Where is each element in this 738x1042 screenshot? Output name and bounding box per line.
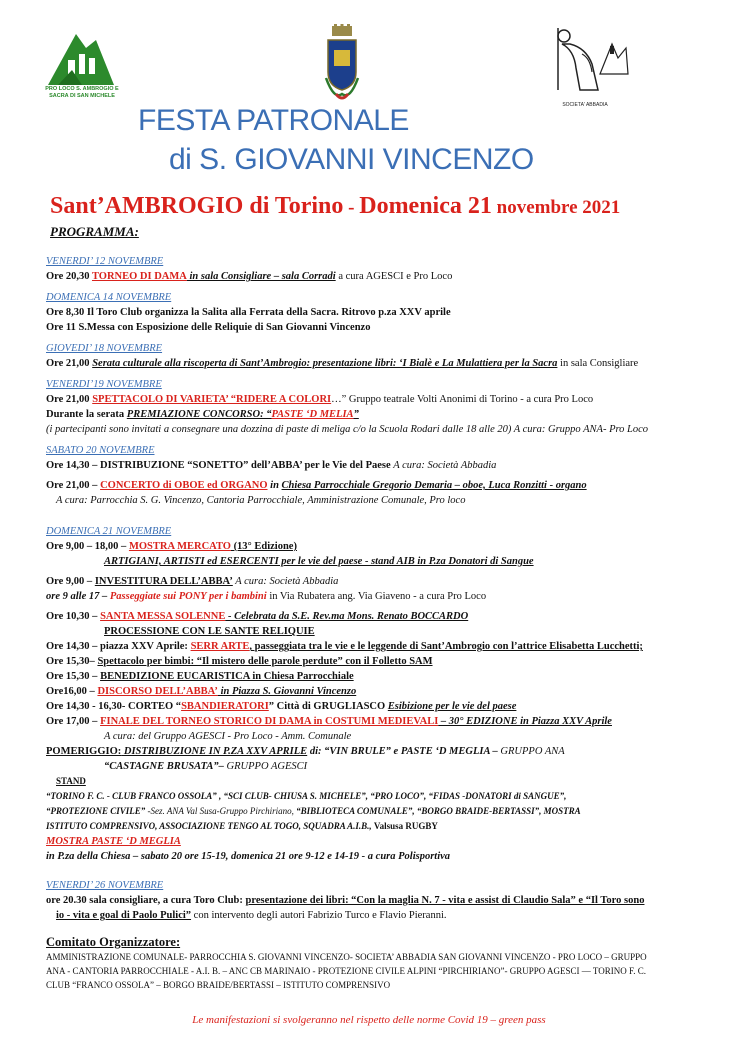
event-line: in P.za della Chiesa – sabato 20 ore 15-19, domenica 21 ore 9-12 e 14-19 - a cura Polisportiva	[46, 851, 451, 862]
stand-line: “PROTEZIONE CIVILE” -Sez. ANA Val Susa-Gruppo Pirchiriano, “BIBLIOTECA COMUNALE”, “BORGO BRAIDE-BERTASSI”, MOSTRA	[46, 806, 581, 816]
event-line: Durante la serata PREMIAZIONE CONCORSO: “PASTE ‘D MELIA”	[46, 409, 359, 420]
event-line: “CASTAGNE BRUSATA”– GRUPPO AGESCI	[104, 761, 308, 772]
day-heading: VENERDI’ 12 NOVEMBRE	[46, 256, 164, 267]
event-line: ARTIGIANI, ARTISTI ed ESERCENTI per le vie del paese - stand AIB in P.za Donatori di Sangue	[104, 556, 534, 567]
societa-abbadia-logo	[540, 24, 630, 114]
event-line: Ore 8,30 Il Toro Club organizza la Salita alla Ferrata della Sacra. Ritrovo p.za XXV aprile	[46, 307, 451, 318]
comitato-line: CLUB “FRANCO OSSOLA” – BORGO BRAIDE/BERTASSI – ISTITUTO COMPRENSIVO	[46, 980, 391, 990]
day-heading: GIOVEDI’ 18 NOVEMBRE	[46, 343, 163, 354]
saint-figure-icon	[540, 24, 630, 102]
pro-loco-caption: PRO LOCO S. AMBROGIO E SACRA DI SAN MICHELE	[45, 86, 119, 99]
event-line: Ore 21,00 – CONCERTO di OBOE ed ORGANO in Chiesa Parrocchiale Gregorio Demaria – oboe, Luca Ronzitti - organo	[46, 480, 587, 491]
event-line: Ore 21,00 SPETTACOLO DI VARIETA’ “RIDERE A COLORI…” Gruppo teatrale Volti Anonimi di Torino - a cura Pro Loco	[46, 394, 594, 405]
title-line2: di S. GIOVANNI VINCENZO	[169, 143, 534, 176]
event-line: A cura: del Gruppo AGESCI - Pro Loco - Amm. Comunale	[104, 731, 352, 742]
day-heading: DOMENICA 21 NOVEMBRE	[46, 526, 172, 537]
subtitle	[50, 193, 620, 220]
stand-line: ISTITUTO COMPRENSIVO, ASSOCIAZIONE TENGO AL TOGO, SQUADRA A.I.B., Valsusa RUGBY	[46, 821, 438, 831]
title-line1: FESTA PATRONALE	[138, 104, 409, 137]
event-line: Ore 9,00 – INVESTITURA DELL’ABBA’ A cura: Società Abbadia	[46, 576, 339, 587]
event-line: ore 9 alle 17 – Passeggiate sui PONY per i bambini in Via Rubatera ang. Via Giaveno - a cura Pro Loco	[46, 591, 487, 602]
event-line: Ore 15,30 – BENEDIZIONE EUCARISTICA in Chiesa Parrocchiale	[46, 671, 354, 682]
comitato-heading: Comitato Organizzatore:	[46, 935, 181, 949]
event-line: Ore 10,30 – SANTA MESSA SOLENNE - Celebrata da S.E. Rev.ma Mons. Renato BOCCARDO	[46, 611, 469, 622]
event-line: Ore 15,30– Spettacolo per bimbi: “Il mistero delle parole perdute” con il Folletto SAM	[46, 656, 433, 667]
subtitle-day: Domenica 21	[359, 193, 492, 219]
event-line: POMERIGGIO: DISTRIBUZIONE IN P.ZA XXV APRILE di: “VIN BRULE” e PASTE ‘D MEGLIA – GRUPPO ANA	[46, 746, 565, 757]
event-line: Ore 9,00 – 18,00 – MOSTRA MERCATO (13° Edizione)	[46, 541, 297, 552]
stand-heading: STAND	[56, 776, 86, 786]
event-line: Ore 14,30 - 16,30- CORTEO “SBANDIERATORI” Città di GRUGLIASCO Esibizione per le vie del paese	[46, 701, 517, 712]
programma-heading: PROGRAMMA:	[50, 224, 139, 239]
day-heading: SABATO 20 NOVEMBRE	[46, 445, 155, 456]
event-line: PROCESSIONE CON LE SANTE RELIQUIE	[104, 626, 315, 637]
event-line: A cura: Parrocchia S. G. Vincenzo, Cantoria Parrocchiale, Amministrazione Comunale, Pro loco	[56, 495, 466, 506]
subtitle-town: Sant’AMBROGIO di Torino	[50, 193, 344, 219]
event-line: Ore 17,00 – FINALE DEL TORNEO STORICO DI DAMA in COSTUMI MEDIEVALI – 30° EDIZIONE in Piazza XXV Aprile	[46, 716, 612, 727]
day-heading: VENERDI’ 26 NOVEMBRE	[46, 880, 164, 891]
mostra-paste-heading: MOSTRA PASTE ‘D MEGLIA	[46, 836, 181, 847]
event-line: Ore 20,30 TORNEO DI DAMA in sala Consigliare – sala Corradi a cura AGESCI e Pro Loco	[46, 271, 453, 282]
abbadia-caption: SOCIETA' ABBADIA	[562, 102, 608, 108]
mountain-icon	[46, 30, 116, 86]
stand-line: “TORINO F. C. - CLUB FRANCO OSSOLA” , “SCI CLUB- CHIUSA S. MICHELE”, “PRO LOCO”, “FIDAS -DONATORI di SANGUE”,	[46, 791, 567, 801]
subtitle-month: novembre 2021	[491, 197, 621, 218]
event-line: ore 20.30 sala consigliare, a cura Toro Club: presentazione dei libri: “Con la maglia N. 7 - vita e assist di Claudio Sala” e “Il Toro sono	[46, 895, 645, 906]
comitato-line: AMMINISTRAZIONE COMUNALE- PARROCCHIA S. GIOVANNI VINCENZO- SOCIETA’ ABBADIA SAN GIOVANNI VINCENZO - PRO LOCO – GRUPPO	[46, 952, 647, 962]
comitato-line: ANA - CANTORIA PARROCCHIALE - A.I. B. – ANC CB MARINAIO - PROTEZIONE CIVILE ALPINI “PIRCHIRIANO”- GRUPPO AGESCI — TORINO F. C.	[46, 966, 646, 976]
day-heading: DOMENICA 14 NOVEMBRE	[46, 292, 172, 303]
pro-loco-logo	[36, 30, 136, 102]
subtitle-sep: -	[343, 197, 360, 218]
event-line: Ore16,00 – DISCORSO DELL’ABBA’ in Piazza S. Giovanni Vincenzo	[46, 686, 357, 697]
town-crest-logo	[322, 24, 362, 106]
event-line: Ore 21,00 Serata culturale alla riscoperta di Sant’Ambrogio: presentazione libri: ‘I Bialè e La Mulattiera per la Sacra in sala Consigliare	[46, 358, 639, 369]
event-line: Ore 11 S.Messa con Esposizione delle Reliquie di San Giovanni Vincenzo	[46, 322, 371, 333]
event-line: Ore 14,30 – DISTRIBUZIONE “SONETTO” dell’ABBA’ per le Vie del Paese A cura: Società Abbadia	[46, 460, 497, 471]
covid-footer: Le manifestazioni si svolgeranno nel rispetto delle norme Covid 19 – green pass	[192, 1014, 546, 1026]
event-line: (i partecipanti sono invitati a consegnare una dozzina di paste di meliga c/o la Scuola Rodari dalle 18 alle 20) A cura: Gruppo ANA- Pro Loco	[46, 424, 649, 435]
program-content	[46, 248, 726, 992]
day-heading: VENERDI’19 NOVEMBRE	[46, 379, 162, 390]
crest-icon	[322, 24, 362, 106]
event-line: io - vita e goal di Paolo Pulici” con intervento degli autori Fabrizio Turco e Flavio Pieranni.	[56, 910, 447, 921]
event-line: Ore 14,30 – piazza XXV Aprile: SERR ARTE, passeggiata tra le vie e le leggende di Sant’Ambrogio con l’attrice Elisabetta Lucchetti;	[46, 641, 643, 652]
